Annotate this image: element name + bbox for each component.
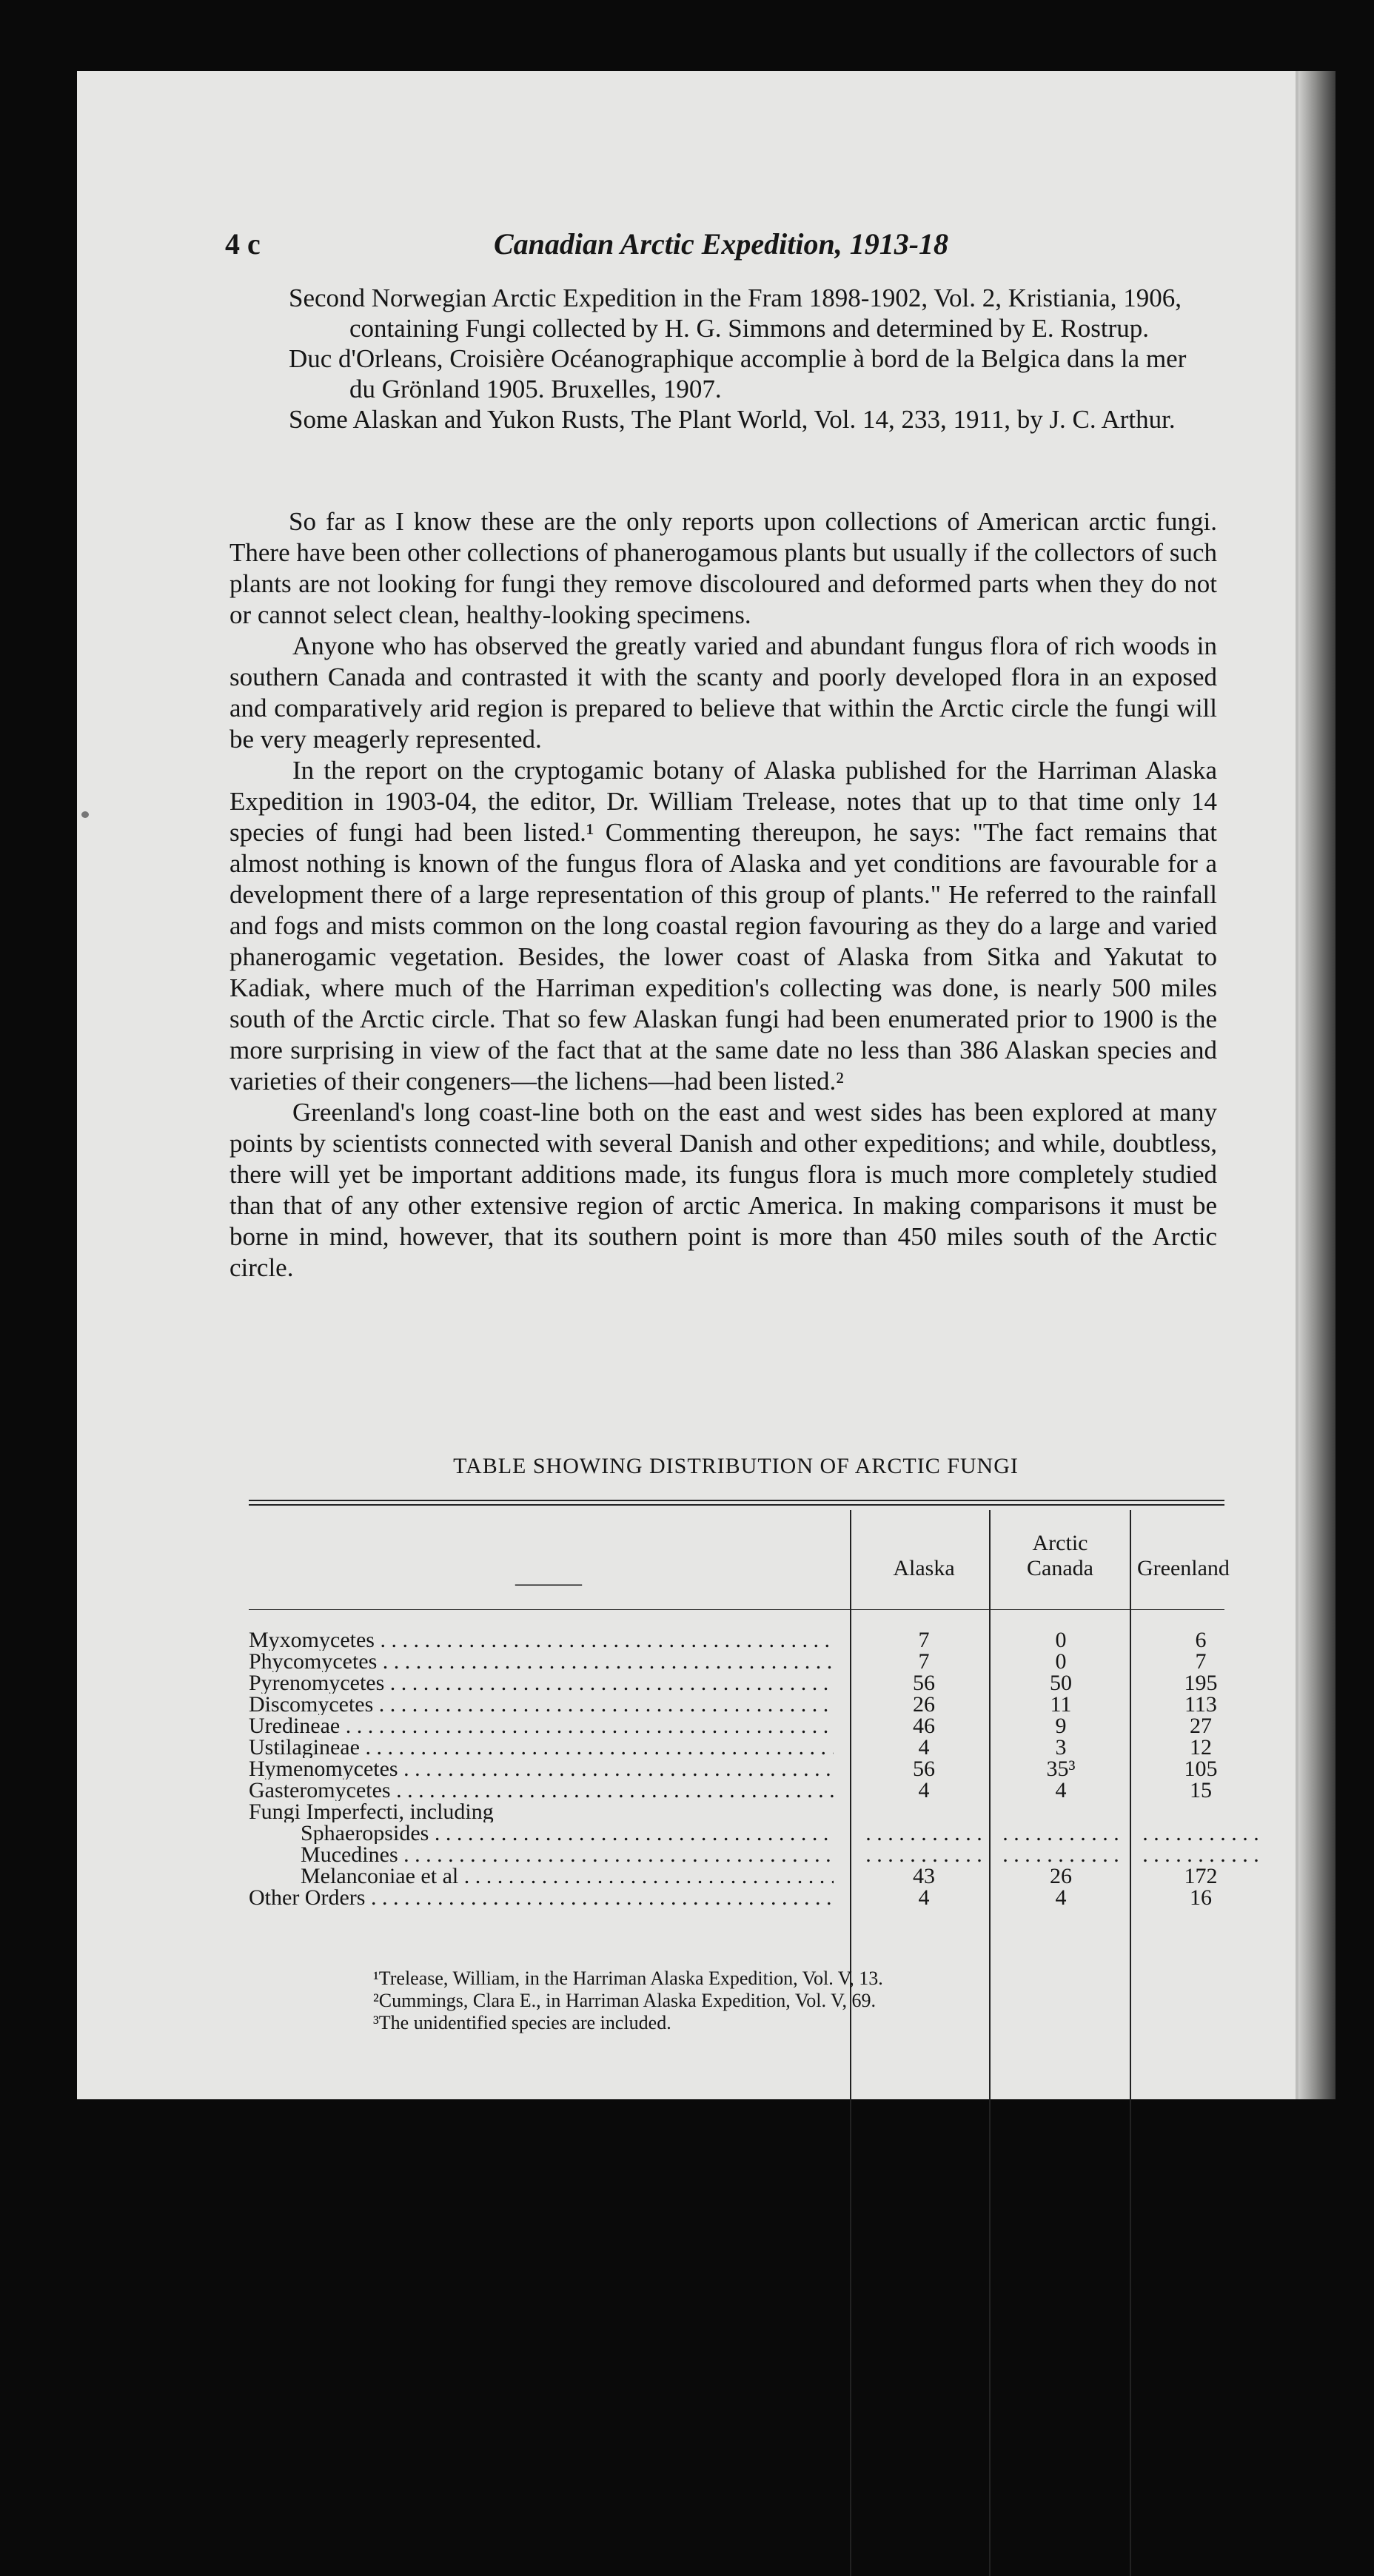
reference-list xyxy=(289,283,1214,435)
reference-entry: Duc d'Orleans, Croisière Océanographique accomplie à bord de la Belgica dans la mer du Grönland 1905. Bruxelles, 1907. xyxy=(289,344,1187,403)
table-row xyxy=(249,1672,1224,1694)
stub-heading: ——— xyxy=(515,1571,582,1595)
table-row xyxy=(249,1694,1224,1715)
table-caption: TABLE SHOWING DISTRIBUTION OF ARCTIC FUNGI xyxy=(453,1454,1019,1478)
row-value: 4 xyxy=(918,1735,930,1760)
table-row xyxy=(249,1737,1224,1758)
row-value: . . . . . . . . . . . xyxy=(865,1842,982,1867)
book-binding-edge xyxy=(1298,71,1336,2099)
table-row xyxy=(249,1887,1224,1908)
row-value: 195 xyxy=(1184,1671,1218,1695)
row-value: 0 xyxy=(1055,1649,1067,1674)
row-value: 15 xyxy=(1190,1778,1212,1802)
row-value: 7 xyxy=(918,1649,930,1674)
row-value: 26 xyxy=(913,1692,935,1717)
scan-speck xyxy=(81,811,89,818)
row-value: 50 xyxy=(1050,1671,1072,1695)
row-value: 56 xyxy=(913,1757,935,1781)
row-label: Uredineae . . . xyxy=(249,1715,834,1737)
table-row xyxy=(249,1842,1259,1867)
row-value: 4 xyxy=(918,1778,930,1802)
table-row xyxy=(249,1780,1224,1801)
row-value: 43 xyxy=(913,1864,935,1888)
table-row xyxy=(249,1865,1224,1887)
row-value: 35³ xyxy=(1046,1757,1076,1781)
row-value: 46 xyxy=(913,1714,935,1738)
row-value: 113 xyxy=(1184,1692,1217,1717)
footnote: ¹Trelease, William, in the Harriman Alaska Expedition, Vol. V, 13. xyxy=(373,1968,883,1989)
row-value: 27 xyxy=(1190,1714,1212,1738)
row-value: 56 xyxy=(913,1671,935,1695)
row-label: Pyrenomycetes . . . xyxy=(249,1672,834,1694)
row-label: Hymenomycetes . . . xyxy=(249,1758,834,1780)
row-value: 11 xyxy=(1050,1692,1072,1717)
page-crease xyxy=(1296,71,1298,2099)
body-text xyxy=(229,506,1217,1284)
row-value: . . . . . . . . . . . xyxy=(1142,1821,1259,1845)
footnotes xyxy=(373,1968,1187,2034)
row-value: . . . . . . . . . . . xyxy=(1002,1842,1119,1867)
row-label: Gasteromycetes . . . xyxy=(249,1780,834,1801)
paragraph: So far as I know these are the only reports upon collections of American arctic fungi. There have been other collections of phanerogamous plants but usually if the collectors of such plants are not looking for fungi they remove discoloured and deformed parts when they do not or cannot select clean, healthy-looking specimens. xyxy=(229,507,1217,629)
row-value: 26 xyxy=(1050,1864,1072,1888)
row-value: 16 xyxy=(1190,1885,1212,1910)
running-header xyxy=(225,227,1217,271)
row-value: 4 xyxy=(918,1885,930,1910)
row-label: Other Orders . . . xyxy=(249,1887,834,1908)
table-row xyxy=(249,1651,1224,1672)
row-value: 172 xyxy=(1184,1864,1218,1888)
column-header-alaska: Alaska xyxy=(893,1556,955,1580)
row-value: . . . . . . . . . . . xyxy=(865,1821,982,1845)
row-value: . . . . . . . . . . . xyxy=(1002,1821,1119,1845)
table-row xyxy=(249,1821,1259,1845)
scanned-page xyxy=(77,71,1336,2099)
row-label: Fungi Imperfecti, including xyxy=(249,1801,494,1822)
row-value: . . . . . . . . . . . xyxy=(1142,1842,1259,1867)
table-row xyxy=(249,1629,1224,1651)
row-value: 3 xyxy=(1055,1735,1067,1760)
row-value: 4 xyxy=(1055,1885,1067,1910)
row-label: Sphaeropsides . . . xyxy=(301,1822,834,1844)
row-value: 105 xyxy=(1184,1757,1218,1781)
page-number: 4 c xyxy=(225,227,261,261)
paragraph: In the report on the cryptogamic botany of Alaska published for the Harriman Alaska Expedition in 1903-04, the editor, Dr. William Trelease, notes that up to that time only 14 species of fungi had been listed.¹ Commenting thereupon, he says: "The fact remains that almost nothing is known of the fungus flora of Alaska and yet conditions are favourable for a development there of a large representation of this group of plants." He referred to the rainfall and fogs and mists common on the long coastal region favouring as they do a large and varied phanerogamic vegetation. Besides, the lower coast of Alaska from Sitka and Yakutat to Kadiak, where much of the Harriman expedition's collecting was done, is nearly 500 miles south of the Arctic circle. That so few Alaskan fungi had been enumerated prior to 1900 is the more surprising in view of the fact that at the same date no less than 386 Alaskan species and varieties of their congeners—the lichens—had been listed.² xyxy=(229,756,1217,1096)
table-row xyxy=(249,1758,1224,1780)
column-header-arctic-canada: Arctic Canada xyxy=(1027,1531,1093,1580)
header-bottom-rule xyxy=(249,1609,1224,1610)
footnote: ²Cummings, Clara E., in Harriman Alaska Expedition, Vol. V, 69. xyxy=(373,1990,876,2011)
table-top-rule xyxy=(249,1504,1224,1506)
row-value: 4 xyxy=(1055,1778,1067,1802)
paragraph: Greenland's long coast-line both on the east and west sides has been explored at many points by scientists connected with several Danish and other expeditions; and while, doubtless, there will yet be important additions made, its fungus flora is much more completely studied than that of any other extensive region of arctic America. In making comparisons it must be borne in mind, however, that its southern point is more than 450 miles south of the Arctic circle. xyxy=(229,1098,1217,1282)
row-value: 7 xyxy=(1195,1649,1207,1674)
row-label: Mucedines . . . xyxy=(301,1844,834,1865)
row-label: Ustilagineae . . . xyxy=(249,1737,834,1758)
row-label: Myxomycetes . . . xyxy=(249,1629,834,1651)
row-value: 6 xyxy=(1195,1628,1207,1652)
row-label: Discomycetes . . . xyxy=(249,1694,834,1715)
footnote: ³The unidentified species are included. xyxy=(373,2012,671,2033)
table-top-rule xyxy=(249,1500,1224,1501)
row-value: 12 xyxy=(1190,1735,1212,1760)
table-row xyxy=(249,1801,1224,1822)
running-title: Canadian Arctic Expedition, 1913-18 xyxy=(493,227,949,261)
table-row xyxy=(249,1715,1224,1737)
column-header-greenland: Greenland xyxy=(1137,1556,1230,1580)
reference-entry: Some Alaskan and Yukon Rusts, The Plant World, Vol. 14, 233, 1911, by J. C. Arthur. xyxy=(289,405,1176,434)
paragraph: Anyone who has observed the greatly varied and abundant fungus flora of rich woods in southern Canada and contrasted it with the scanty and poorly developed flora in an exposed and comparatively arid region is prepared to believe that within the Arctic circle the fungi will be very meagerly represented. xyxy=(229,631,1217,754)
row-value: 7 xyxy=(918,1628,930,1652)
row-value: 0 xyxy=(1055,1628,1067,1652)
reference-entry: Second Norwegian Arctic Expedition in the Fram 1898-1902, Vol. 2, Kristiania, 1906, containing Fungi collected by H. G. Simmons and determined by E. Rostrup. xyxy=(289,284,1182,343)
row-label: Melanconiae et al . . . xyxy=(301,1865,834,1887)
row-label: Phycomycetes . . . xyxy=(249,1651,834,1672)
row-value: 9 xyxy=(1055,1714,1067,1738)
